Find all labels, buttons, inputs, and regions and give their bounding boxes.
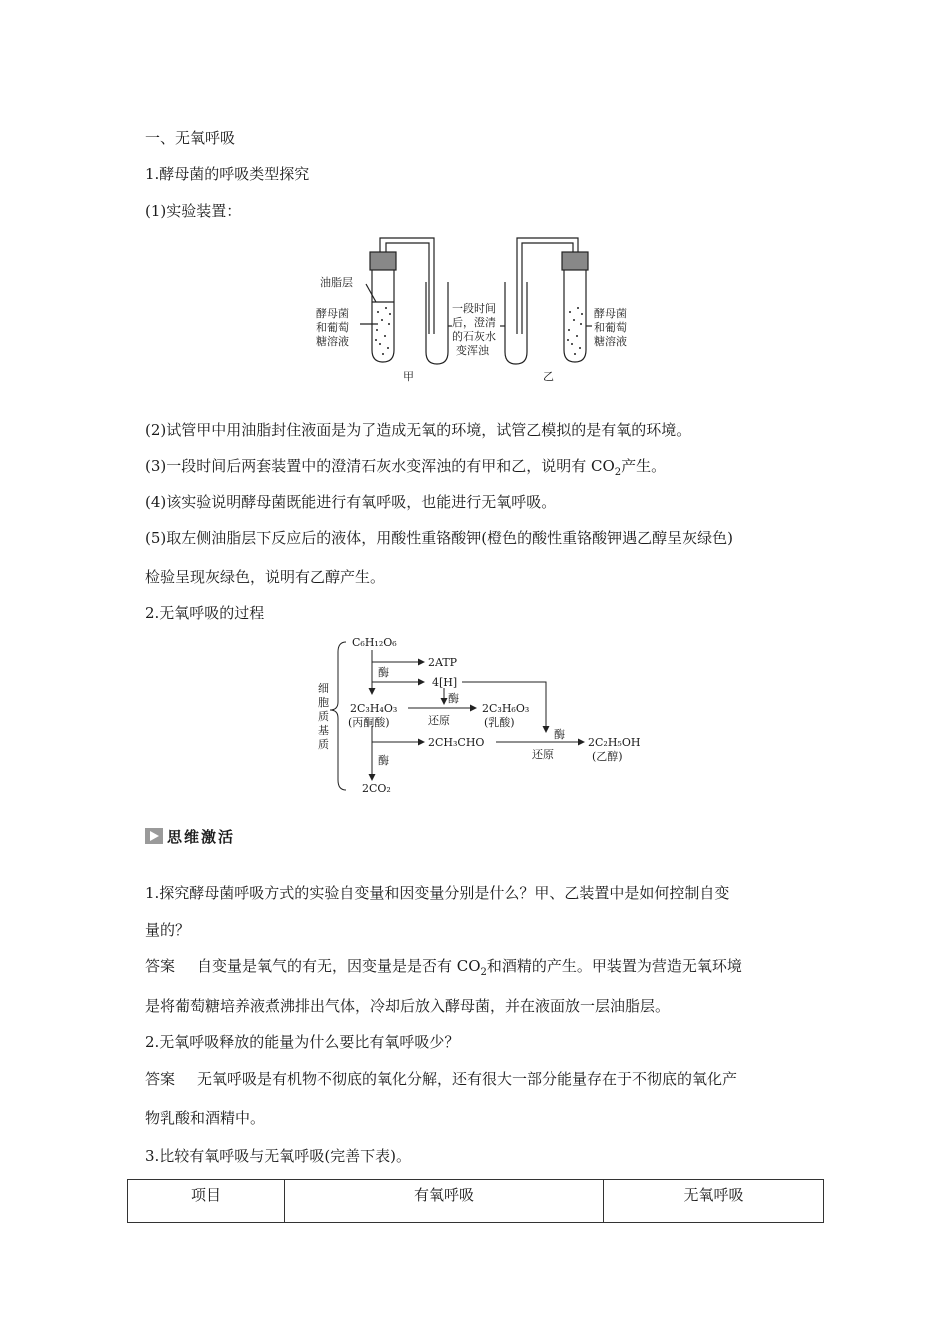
answer-tag: 答案	[145, 957, 176, 975]
item2-title: 2.无氧呼吸的过程	[145, 604, 265, 622]
glucose-label: C₆H₁₂O₆	[352, 636, 397, 649]
a2-line2: 物乳酸和酒精中。	[145, 1109, 266, 1127]
item1-sub3: (3)一段时间后两套装置中的澄清石灰水变浑浊的有甲和乙，说明有 $CO_2$产生。	[145, 457, 667, 478]
reduce1-label: 还原	[428, 714, 450, 727]
location-char-1: 细	[318, 682, 329, 695]
enzyme1-label: 酶	[378, 666, 389, 679]
table-header-row	[128, 1180, 824, 1223]
section-title: 一、无氧呼吸	[145, 129, 236, 147]
a1-line1: 答案 自变量是氧气的有无，因变量是是否有 $CO_2$和酒精的产生。甲装置为营造无氧环境	[145, 957, 742, 978]
enzyme3-label: 酶	[554, 728, 565, 741]
item1-sub5-line2: 检验呈现灰绿色，说明有乙醇产生。	[145, 568, 386, 586]
q3: 3.比较有氧呼吸与无氧呼吸(完善下表)。	[145, 1147, 412, 1165]
label-left-1: 酵母菌	[316, 307, 349, 320]
h-label: 4[H]	[432, 676, 458, 689]
ethanol-formula: 2C₂H₅OH	[588, 736, 641, 749]
item1-sub5-line1: (5)取左侧油脂层下反应后的液体，用酸性重铬酸钾(橙色的酸性重铬酸钾遇乙醇呈灰绿色)	[145, 529, 733, 547]
label-mid-2: 后，澄清	[452, 316, 496, 329]
a1-line2: 是将葡萄糖培养液煮沸排出气体，冷却后放入酵母菌，并在液面放一层油脂层。	[145, 997, 671, 1015]
label-jia: 甲	[403, 370, 414, 383]
item1-title: 1.酵母菌的呼吸类型探究	[145, 165, 310, 183]
label-right-1: 酵母菌	[594, 307, 627, 320]
pyruvate-formula: 2C₃H₄O₃	[350, 702, 398, 715]
enzyme2-label: 酶	[448, 692, 459, 705]
label-yi: 乙	[543, 370, 554, 383]
item1-sub2: (2)试管甲中用油脂封住液面是为了造成无氧的环境，试管乙模拟的是有氧的环境。	[145, 421, 692, 439]
lactate-name: (乳酸)	[484, 716, 515, 729]
label-mid-1: 一段时间	[452, 302, 496, 315]
apparatus-diagram	[300, 228, 660, 388]
play-triangle-icon	[145, 828, 163, 844]
reduce2-label: 还原	[532, 748, 554, 761]
q1-line1: 1.探究酵母菌呼吸方式的实验自变量和因变量分别是什么？甲、乙装置中是如何控制自变	[145, 884, 730, 902]
label-right-2: 和葡萄	[594, 321, 627, 334]
item1-sub1: (1)实验装置：	[145, 202, 242, 220]
item1-sub4: (4)该实验说明酵母菌既能进行有氧呼吸，也能进行无氧呼吸。	[145, 493, 557, 511]
answer-tag: 答案	[145, 1070, 176, 1088]
location-char-5: 质	[318, 738, 329, 751]
atp-label: 2ATP	[428, 656, 458, 669]
lactate-formula: 2C₃H₆O₃	[482, 702, 530, 715]
banner-text: 思维激活	[167, 827, 236, 846]
location-char-2: 胞	[318, 696, 329, 709]
table-header-item: 项目	[128, 1180, 285, 1223]
q1-line2: 量的？	[145, 921, 191, 939]
a2-line1: 答案 无氧呼吸是有机物不彻底的氧化分解，还有很大一部分能量存在于不彻底的氧化产	[145, 1070, 738, 1088]
label-left-2: 和葡萄	[316, 321, 349, 334]
location-char-4: 基	[318, 724, 329, 737]
enzyme4-label: 酶	[378, 754, 389, 767]
label-left-3: 糖溶液	[316, 335, 349, 348]
ethanol-name: (乙醇)	[592, 750, 623, 763]
pyruvate-name: (丙酮酸)	[348, 716, 390, 729]
table-header-aerobic: 有氧呼吸	[285, 1180, 604, 1223]
location-char-3: 质	[318, 710, 329, 723]
acetaldehyde-label: 2CH₃CHO	[428, 736, 485, 749]
table-header-anaerobic: 无氧呼吸	[604, 1180, 824, 1223]
label-right-3: 糖溶液	[594, 335, 627, 348]
co2-label: 2CO₂	[362, 782, 391, 795]
thinking-banner	[145, 826, 235, 846]
comparison-table	[127, 1179, 824, 1223]
label-mid-3: 的石灰水	[452, 330, 496, 343]
label-oil-layer: 油脂层	[320, 276, 353, 289]
q2: 2.无氧呼吸释放的能量为什么要比有氧呼吸少？	[145, 1033, 460, 1051]
pathway-diagram	[300, 630, 660, 800]
label-mid-4: 变浑浊	[456, 344, 489, 357]
